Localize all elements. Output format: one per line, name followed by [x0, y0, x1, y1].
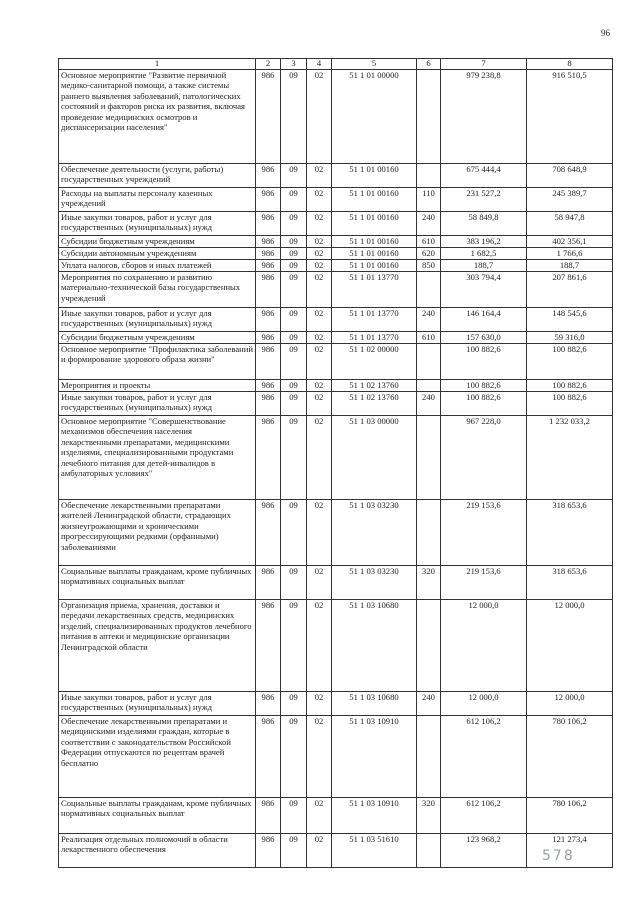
amount-year-2: 100 882,6	[527, 344, 613, 380]
expense-type-code: 610	[417, 332, 441, 344]
section-code: 09	[281, 308, 307, 332]
amount-year-1: 231 527,2	[441, 188, 527, 212]
target-article-code: 51 1 01 13770	[332, 272, 417, 308]
expense-type-code	[417, 716, 441, 798]
section-code: 09	[281, 272, 307, 308]
table-row	[59, 834, 613, 868]
amount-year-1: 979 238,8	[441, 70, 527, 164]
row-name: Основное мероприятие "Совершенствование механизмов обеспечения населения лекарственными препаратами, медицинскими изделиями, специализированными продуктами лечебного питания для детей-инвалидов в амбулаторных условиях"	[59, 416, 256, 500]
table-row	[59, 236, 613, 248]
target-article-code: 51 1 01 00160	[332, 188, 417, 212]
grbs-code: 986	[256, 566, 281, 600]
amount-year-2: 12 000,0	[527, 600, 613, 692]
table-row	[59, 308, 613, 332]
subsection-code: 02	[307, 212, 332, 236]
expense-type-code: 850	[417, 260, 441, 272]
target-article-code: 51 1 01 00160	[332, 236, 417, 248]
target-article-code: 51 1 01 13770	[332, 308, 417, 332]
amount-year-2: 780 106,2	[527, 798, 613, 834]
row-name: Иные закупки товаров, работ и услуг для государственных (муниципальных) нужд	[59, 308, 256, 332]
expense-type-code	[417, 344, 441, 380]
row-name: Основное мероприятие "Развитие первичной медико-санитарной помощи, а также системы раннего выявления заболеваний, патологических состояний и факторов риска их развития, включая проведение медицинских осмотров и диспансеризации населения"	[59, 70, 256, 164]
grbs-code: 986	[256, 308, 281, 332]
table-row	[59, 500, 613, 566]
subsection-code: 02	[307, 188, 332, 212]
table-row	[59, 716, 613, 798]
subsection-code: 02	[307, 798, 332, 834]
expense-type-code	[417, 600, 441, 692]
table-row	[59, 188, 613, 212]
table-row	[59, 600, 613, 692]
expense-type-code	[417, 70, 441, 164]
column-header: 4	[307, 59, 332, 70]
row-name: Субсидии бюджетным учреждениям	[59, 236, 256, 248]
target-article-code: 51 1 01 00160	[332, 248, 417, 260]
expense-type-code: 240	[417, 692, 441, 716]
table-row	[59, 70, 613, 164]
section-code: 09	[281, 248, 307, 260]
amount-year-2: 245 389,7	[527, 188, 613, 212]
grbs-code: 986	[256, 332, 281, 344]
amount-year-1: 146 164,4	[441, 308, 527, 332]
page-stamp: 578	[542, 848, 575, 864]
subsection-code: 02	[307, 500, 332, 566]
amount-year-1: 123 968,2	[441, 834, 527, 868]
subsection-code: 02	[307, 164, 332, 188]
amount-year-2: 121 273,4	[527, 834, 613, 868]
row-name: Иные закупки товаров, работ и услуг для государственных (муниципальных) нужд	[59, 212, 256, 236]
grbs-code: 986	[256, 692, 281, 716]
expense-type-code	[417, 164, 441, 188]
amount-year-1: 967 228,0	[441, 416, 527, 500]
section-code: 09	[281, 416, 307, 500]
target-article-code: 51 1 02 13760	[332, 392, 417, 416]
subsection-code: 02	[307, 392, 332, 416]
section-code: 09	[281, 834, 307, 868]
target-article-code: 51 1 03 10680	[332, 600, 417, 692]
section-code: 09	[281, 500, 307, 566]
grbs-code: 986	[256, 392, 281, 416]
target-article-code: 51 1 03 10910	[332, 798, 417, 834]
row-name: Субсидии автономным учреждениям	[59, 248, 256, 260]
grbs-code: 986	[256, 834, 281, 868]
row-name: Уплата налогов, сборов и иных платежей	[59, 260, 256, 272]
amount-year-1: 219 153,6	[441, 566, 527, 600]
table-row	[59, 566, 613, 600]
table-row	[59, 392, 613, 416]
amount-year-2: 1 232 033,2	[527, 416, 613, 500]
target-article-code: 51 1 02 00000	[332, 344, 417, 380]
amount-year-1: 612 106,2	[441, 798, 527, 834]
page-number: 96	[601, 28, 610, 38]
target-article-code: 51 1 03 03230	[332, 500, 417, 566]
table-row	[59, 380, 613, 392]
amount-year-2: 188,7	[527, 260, 613, 272]
amount-year-2: 12 000,0	[527, 692, 613, 716]
table-row	[59, 692, 613, 716]
amount-year-2: 148 545,6	[527, 308, 613, 332]
column-header: 8	[527, 59, 613, 70]
subsection-code: 02	[307, 716, 332, 798]
amount-year-1: 303 794,4	[441, 272, 527, 308]
section-code: 09	[281, 566, 307, 600]
subsection-code: 02	[307, 380, 332, 392]
section-code: 09	[281, 798, 307, 834]
target-article-code: 51 1 01 00000	[332, 70, 417, 164]
grbs-code: 986	[256, 164, 281, 188]
amount-year-2: 708 648,9	[527, 164, 613, 188]
table-row	[59, 212, 613, 236]
target-article-code: 51 1 01 13770	[332, 332, 417, 344]
grbs-code: 986	[256, 344, 281, 380]
row-name: Социальные выплаты гражданам, кроме публичных нормативных социальных выплат	[59, 798, 256, 834]
target-article-code: 51 1 03 03230	[332, 566, 417, 600]
amount-year-1: 157 630,0	[441, 332, 527, 344]
target-article-code: 51 1 01 00160	[332, 260, 417, 272]
amount-year-1: 612 106,2	[441, 716, 527, 798]
amount-year-2: 916 510,5	[527, 70, 613, 164]
grbs-code: 986	[256, 188, 281, 212]
grbs-code: 986	[256, 798, 281, 834]
table-row	[59, 272, 613, 308]
subsection-code: 02	[307, 692, 332, 716]
row-name: Мероприятия и проекты	[59, 380, 256, 392]
table-row	[59, 344, 613, 380]
table-row	[59, 416, 613, 500]
subsection-code: 02	[307, 600, 332, 692]
expense-type-code	[417, 834, 441, 868]
amount-year-2: 1 766,6	[527, 248, 613, 260]
target-article-code: 51 1 03 10680	[332, 692, 417, 716]
row-name: Обеспечение лекарственными препаратами и медицинскими изделиями граждан, которые в соответствии с законодательством Российской Федерации отпускаются по рецептам врачей бесплатно	[59, 716, 256, 798]
row-name: Иные закупки товаров, работ и услуг для государственных (муниципальных) нужд	[59, 392, 256, 416]
expense-type-code: 110	[417, 188, 441, 212]
expense-type-code: 320	[417, 798, 441, 834]
amount-year-2: 59 316,0	[527, 332, 613, 344]
column-header: 3	[281, 59, 307, 70]
section-code: 09	[281, 392, 307, 416]
table-row	[59, 248, 613, 260]
column-header: 7	[441, 59, 527, 70]
grbs-code: 986	[256, 236, 281, 248]
amount-year-2: 780 106,2	[527, 716, 613, 798]
table-row	[59, 164, 613, 188]
row-name: Обеспечение лекарственными препаратами жителей Ленинградской области, страдающих жизнеугрожающими и хроническими прогрессирующими редкими (орфанными) заболеваниями	[59, 500, 256, 566]
amount-year-1: 219 153,6	[441, 500, 527, 566]
budget-table	[58, 58, 613, 868]
target-article-code: 51 1 01 00160	[332, 212, 417, 236]
amount-year-1: 383 196,2	[441, 236, 527, 248]
table-row	[59, 260, 613, 272]
grbs-code: 986	[256, 70, 281, 164]
expense-type-code: 610	[417, 236, 441, 248]
amount-year-1: 675 444,4	[441, 164, 527, 188]
grbs-code: 986	[256, 272, 281, 308]
expense-type-code: 240	[417, 308, 441, 332]
amount-year-1: 12 000,0	[441, 600, 527, 692]
table-header-row	[59, 59, 613, 70]
subsection-code: 02	[307, 344, 332, 380]
amount-year-2: 100 882,6	[527, 392, 613, 416]
amount-year-2: 100 882,6	[527, 380, 613, 392]
section-code: 09	[281, 332, 307, 344]
row-name: Мероприятия по сохранению и развитию материально-технической базы государственных учреждений	[59, 272, 256, 308]
amount-year-2: 402 356,1	[527, 236, 613, 248]
grbs-code: 986	[256, 260, 281, 272]
subsection-code: 02	[307, 248, 332, 260]
expense-type-code: 240	[417, 212, 441, 236]
amount-year-2: 318 653,6	[527, 500, 613, 566]
amount-year-1: 1 682,5	[441, 248, 527, 260]
section-code: 09	[281, 716, 307, 798]
subsection-code: 02	[307, 260, 332, 272]
subsection-code: 02	[307, 272, 332, 308]
grbs-code: 986	[256, 380, 281, 392]
row-name: Организация приема, хранения, доставки и передачи лекарственных средств, медицинских изделий, специализированных продуктов лечебного питания в аптеки и медицинские организации Ленинградской области	[59, 600, 256, 692]
table-row	[59, 798, 613, 834]
row-name: Расходы на выплаты персоналу казенных учреждений	[59, 188, 256, 212]
target-article-code: 51 1 02 13760	[332, 380, 417, 392]
amount-year-1: 100 882,6	[441, 344, 527, 380]
section-code: 09	[281, 380, 307, 392]
subsection-code: 02	[307, 834, 332, 868]
row-name: Субсидии бюджетным учреждениям	[59, 332, 256, 344]
subsection-code: 02	[307, 332, 332, 344]
amount-year-2: 58 947,8	[527, 212, 613, 236]
target-article-code: 51 1 03 51610	[332, 834, 417, 868]
target-article-code: 51 1 03 10910	[332, 716, 417, 798]
amount-year-2: 207 861,6	[527, 272, 613, 308]
section-code: 09	[281, 600, 307, 692]
amount-year-1: 100 882,6	[441, 380, 527, 392]
row-name: Социальные выплаты гражданам, кроме публичных нормативных социальных выплат	[59, 566, 256, 600]
amount-year-1: 188,7	[441, 260, 527, 272]
subsection-code: 02	[307, 416, 332, 500]
amount-year-1: 12 000,0	[441, 692, 527, 716]
amount-year-1: 58 849,8	[441, 212, 527, 236]
target-article-code: 51 1 01 00160	[332, 164, 417, 188]
grbs-code: 986	[256, 500, 281, 566]
section-code: 09	[281, 260, 307, 272]
expense-type-code	[417, 416, 441, 500]
section-code: 09	[281, 344, 307, 380]
amount-year-1: 100 882,6	[441, 392, 527, 416]
expense-type-code: 620	[417, 248, 441, 260]
target-article-code: 51 1 03 00000	[332, 416, 417, 500]
table-row	[59, 332, 613, 344]
grbs-code: 986	[256, 416, 281, 500]
expense-type-code	[417, 380, 441, 392]
expense-type-code	[417, 500, 441, 566]
section-code: 09	[281, 212, 307, 236]
amount-year-2: 318 653,6	[527, 566, 613, 600]
column-header: 2	[256, 59, 281, 70]
grbs-code: 986	[256, 248, 281, 260]
section-code: 09	[281, 70, 307, 164]
row-name: Основное мероприятие "Профилактика заболеваний и формирование здорового образа жизни"	[59, 344, 256, 380]
subsection-code: 02	[307, 70, 332, 164]
expense-type-code: 320	[417, 566, 441, 600]
row-name: Обеспечение деятельности (услуги, работы) государственных учреждений	[59, 164, 256, 188]
grbs-code: 986	[256, 716, 281, 798]
expense-type-code	[417, 272, 441, 308]
section-code: 09	[281, 236, 307, 248]
expense-type-code: 240	[417, 392, 441, 416]
column-header: 6	[417, 59, 441, 70]
subsection-code: 02	[307, 566, 332, 600]
row-name: Иные закупки товаров, работ и услуг для государственных (муниципальных) нужд	[59, 692, 256, 716]
column-header: 1	[59, 59, 256, 70]
section-code: 09	[281, 164, 307, 188]
grbs-code: 986	[256, 600, 281, 692]
section-code: 09	[281, 188, 307, 212]
subsection-code: 02	[307, 308, 332, 332]
column-header: 5	[332, 59, 417, 70]
grbs-code: 986	[256, 212, 281, 236]
row-name: Реализация отдельных полномочий в области лекарственного обеспечения	[59, 834, 256, 868]
section-code: 09	[281, 692, 307, 716]
subsection-code: 02	[307, 236, 332, 248]
